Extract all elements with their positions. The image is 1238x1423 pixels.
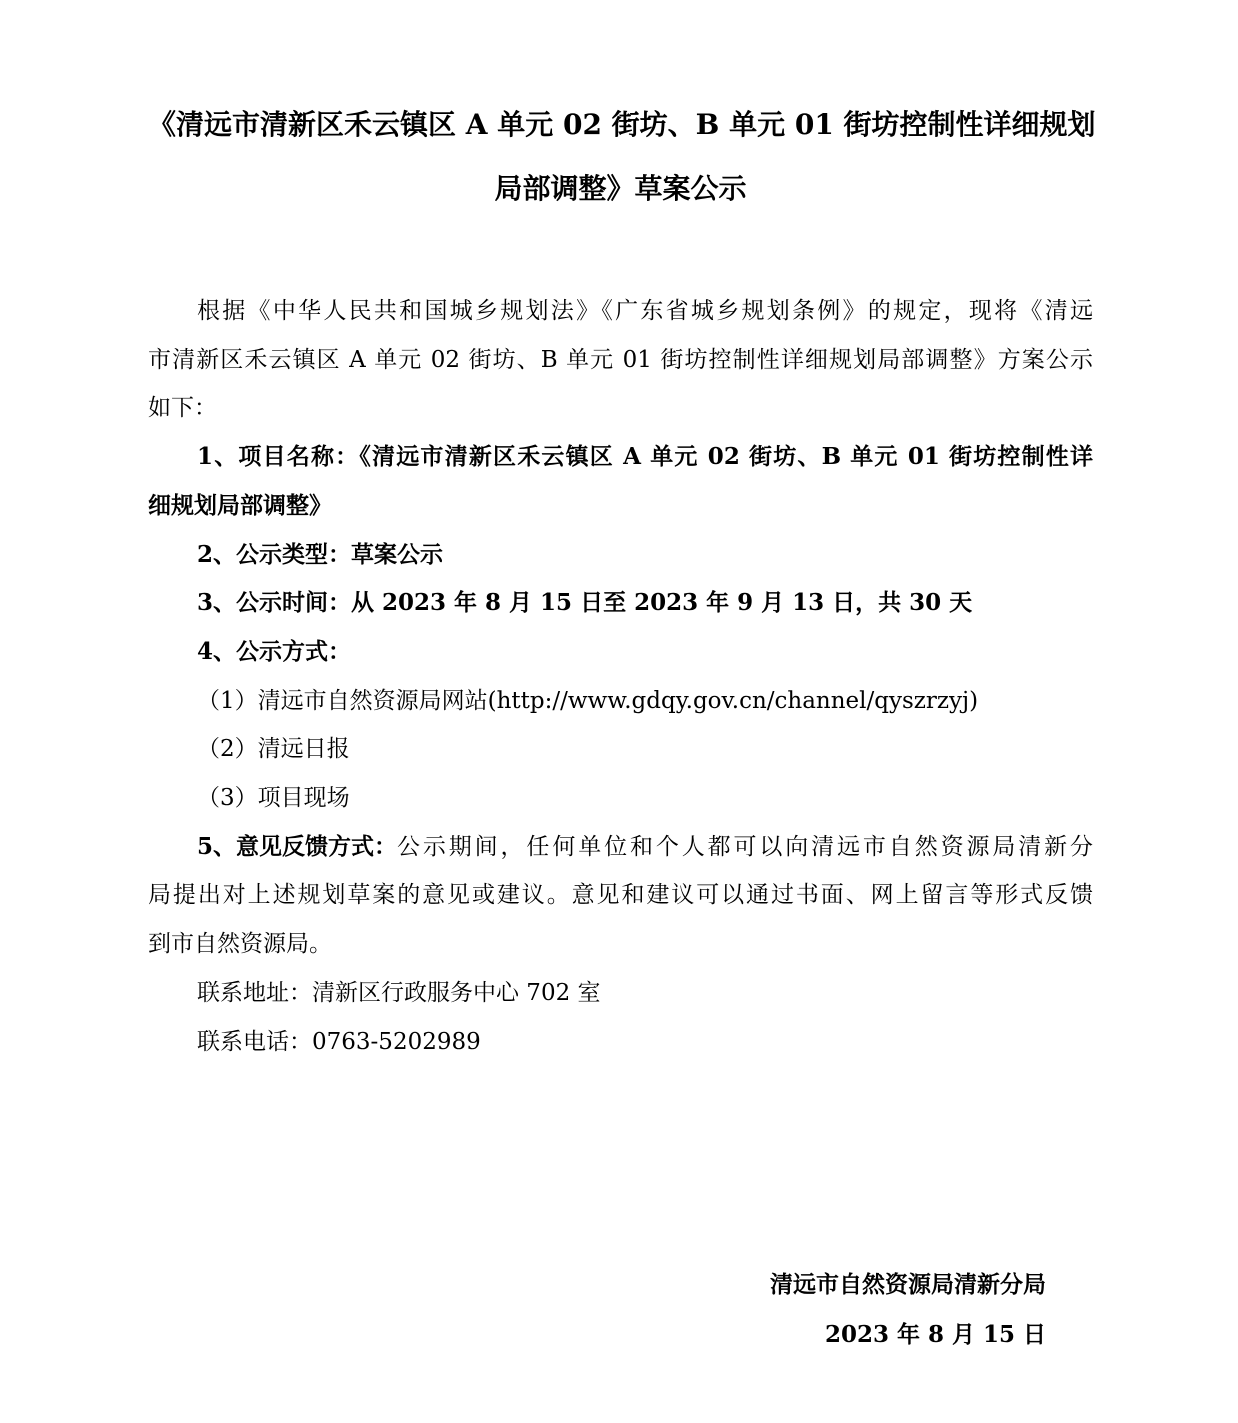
method-website: （1）清远市自然资源局网站(http://www.gdqy.gov.cn/channel/qyszrzyj) [197, 688, 979, 714]
item-feedback-line-2: 局提出对上述规划草案的意见或建议。意见和建议可以通过书面、网上留言等形式反馈 [148, 882, 1093, 908]
contact-address: 联系地址：清新区行政服务中心 702 室 [197, 980, 601, 1006]
item-project-name-line-1: 1、项目名称：《清远市清新区禾云镇区 A 单元 02 街坊、B 单元 01 街坊控制性详 [197, 443, 1093, 470]
method-newspaper: （2）清远日报 [197, 736, 350, 762]
signature-date: 2023 年 8 月 15 日 [824, 1321, 1046, 1348]
intro-line-1: 根据《中华人民共和国城乡规划法》《广东省城乡规划条例》的规定，现将《清远 [197, 298, 1093, 324]
item-project-name-line-2: 细规划局部调整》 [148, 492, 332, 519]
feedback-label: 5、意见反馈方式： [197, 833, 398, 860]
intro-line-3: 如下： [148, 395, 217, 421]
item-notice-type: 2、公示类型：草案公示 [197, 541, 444, 568]
item-feedback-line-1 [197, 832, 1093, 862]
signature-organization: 清远市自然资源局清新分局 [770, 1271, 1046, 1298]
item-feedback-line-3: 到市自然资源局。 [148, 931, 332, 957]
item-notice-period: 3、公示时间：从 2023 年 8 月 15 日至 2023 年 9 月 13 日，共 30 天 [197, 589, 973, 616]
item-notice-methods-label: 4、公示方式： [197, 638, 352, 665]
contact-phone: 联系电话：0763-5202989 [197, 1029, 481, 1055]
feedback-text-1: 公示期间，任何单位和个人都可以向清远市自然资源局清新分 [397, 834, 1093, 860]
method-site: （3）项目现场 [197, 785, 350, 811]
document-title-line-1: 《清远市清新区禾云镇区 A 单元 02 街坊、B 单元 01 街坊控制性详细规划 [148, 108, 1096, 141]
document-title-line-2: 局部调整》草案公示 [494, 172, 747, 205]
intro-line-2: 市清新区禾云镇区 A 单元 02 街坊、B 单元 01 街坊控制性详细规划局部调整》方案公示 [148, 347, 1093, 373]
